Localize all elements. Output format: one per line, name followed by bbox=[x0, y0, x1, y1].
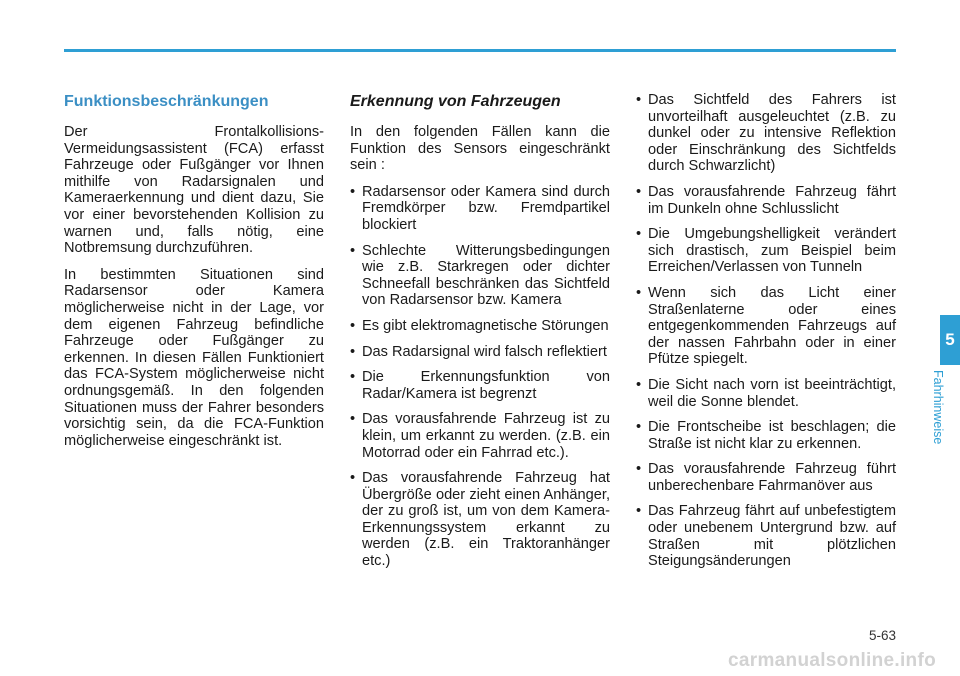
list-item: • Das Sichtfeld des Fahrers ist unvorteilhaft ausgeleuchtet (z.B. zu dunkel oder zu intensive Reflektion oder Einschränkung des Sichtfelds durch Schwarzlicht) bbox=[636, 92, 896, 175]
column-2 bbox=[350, 92, 610, 579]
top-rule bbox=[64, 49, 896, 52]
list-item: • Die Sicht nach vorn ist beeinträchtigt, weil die Sonne blendet. bbox=[636, 377, 896, 410]
bullet-list bbox=[350, 184, 610, 570]
page-number: 5-63 bbox=[868, 628, 896, 643]
intro-paragraph: In den folgenden Fällen kann die Funktion des Sensors eingeschränkt sein : bbox=[350, 124, 610, 174]
list-item: • Die Erkennungsfunktion von Radar/Kamera ist begrenzt bbox=[350, 369, 610, 402]
list-item: • Die Frontscheibe ist beschlagen; die Straße ist nicht klar zu erkennen. bbox=[636, 419, 896, 452]
column-3 bbox=[636, 92, 896, 579]
column-1 bbox=[64, 92, 324, 459]
paragraph: Der Frontalkollisions-Vermeidungsassistent (FCA) erfasst Fahrzeuge oder Fußgänger vor Ihnen mithilfe von Radarsignalen und Kameraerkennung und dient dazu, Sie vor einer bevorstehenden Kollision zu warnen und, falls nötig, eine Notbremsung durchzuführen. bbox=[64, 124, 324, 257]
watermark: carmanualsonline.info bbox=[728, 650, 936, 671]
chapter-label: Fahrhinweise bbox=[931, 370, 945, 445]
paragraph: In bestimmten Situationen sind Radarsensor oder Kamera möglicherweise nicht in der Lage, vor dem eigenen Fahrzeug befindliche Fahrzeuge oder Fußgänger zu erkennen. In diesen Fällen Funktioniert das FCA-System möglicherweise nicht ordnungsgemäß. In den folgenden Situationen muss der Fahrer besonders vorsichtig sein, da die FCA-Funktion möglicherweise eingeschränkt ist. bbox=[64, 266, 324, 449]
bullet-list bbox=[636, 92, 896, 570]
list-item: • Radarsensor oder Kamera sind durch Fremdkörper bzw. Fremdpartikel blockiert bbox=[350, 184, 610, 234]
list-item: • Das vorausfahrende Fahrzeug ist zu klein, um erkannt zu werden. (z.B. ein Motorrad oder ein Fahrrad etc.). bbox=[350, 411, 610, 461]
chapter-tab: 5 bbox=[940, 315, 960, 365]
list-item: • Schlechte Witterungsbedingungen wie z.B. Starkregen oder dichter Schneefall beschränken das Sichtfeld von Radarsensor bzw. Kamera bbox=[350, 243, 610, 309]
list-item: • Das Radarsignal wird falsch reflektiert bbox=[350, 344, 610, 361]
list-item: • Das vorausfahrende Fahrzeug fährt im Dunkeln ohne Schlusslicht bbox=[636, 184, 896, 217]
section-heading-vehicle-detection: Erkennung von Fahrzeugen bbox=[350, 93, 561, 110]
list-item: • Das vorausfahrende Fahrzeug hat Übergröße oder zieht einen Anhänger, der zu groß ist, um von dem Kamera-Erkennungssystem erkannt zu werden (z.B. ein Traktoranhänger etc.) bbox=[350, 470, 610, 570]
list-item: • Die Umgebungshelligkeit verändert sich drastisch, zum Beispiel beim Erreichen/Verlassen von Tunneln bbox=[636, 226, 896, 276]
list-item: • Wenn sich das Licht einer Straßenlaterne oder eines entgegenkommenden Fahrzeugs auf der nassen Fahrbahn oder in einer Pfütze spiegelt. bbox=[636, 285, 896, 368]
section-heading-limitations: Funktionsbeschränkungen bbox=[64, 93, 269, 110]
list-item: • Das Fahrzeug fährt auf unbefestigtem oder unebenem Untergrund bzw. auf Straßen mit plötzlichen Steigungsänderungen bbox=[636, 503, 896, 569]
list-item: • Es gibt elektromagnetische Störungen bbox=[350, 318, 610, 335]
list-item: • Das vorausfahrende Fahrzeug führt unberechenbare Fahrmanöver aus bbox=[636, 461, 896, 494]
